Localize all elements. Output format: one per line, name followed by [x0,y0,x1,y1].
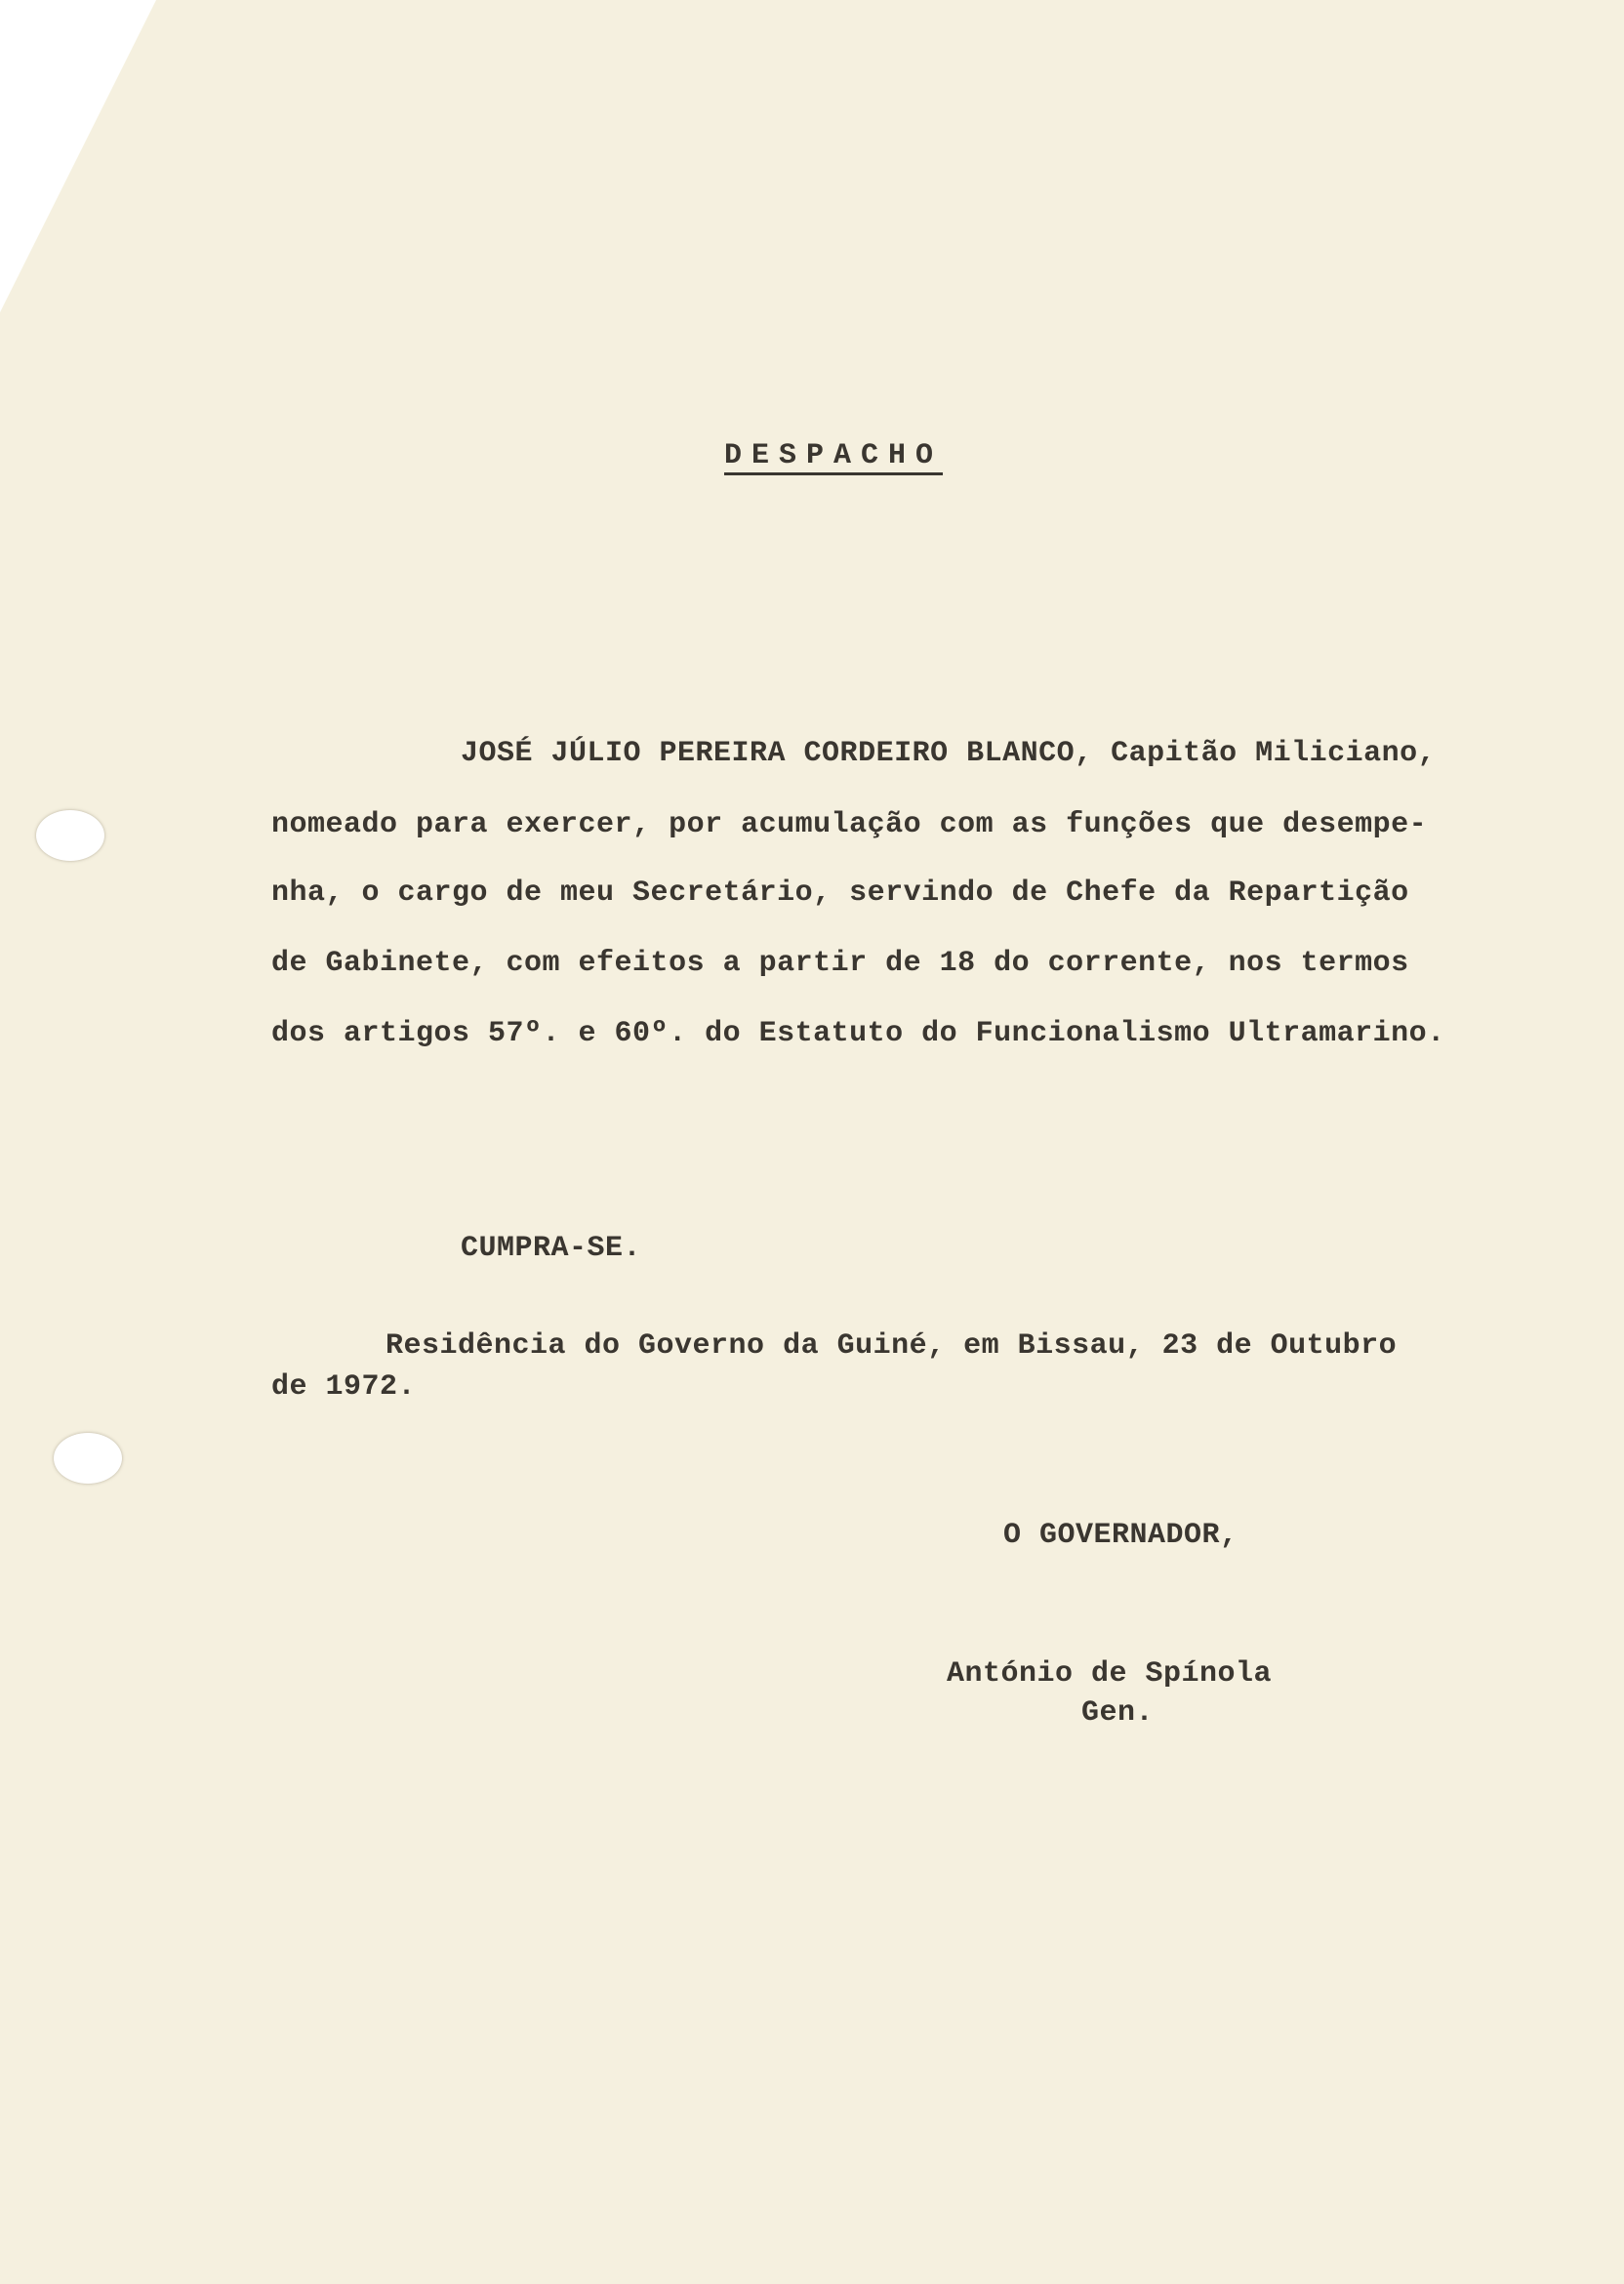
paragraph-line-5: dos artigos 57º. e 60º. do Estatuto do Funcionalismo Ultramarino. [271,1017,1445,1050]
signer-rank: Gen. [1081,1696,1155,1730]
punch-hole-top [36,810,104,861]
folded-corner [0,0,156,312]
signature-title: O GOVERNADOR, [1003,1519,1238,1552]
place-date-line-1: Residência do Governo da Guiné, em Bissau, 23 de Outubro [386,1329,1398,1363]
place-date-line-2: de 1972. [271,1370,417,1404]
punch-hole-bottom [54,1433,122,1484]
order-text: CUMPRA-SE. [461,1232,642,1265]
signer-name: António de Spínola [947,1657,1273,1691]
paragraph-line-3: nha, o cargo de meu Secretário, servindo de Chefe da Repartição [271,877,1409,910]
paragraph-line-1: JOSÉ JÚLIO PEREIRA CORDEIRO BLANCO, Capitão Miliciano, [461,737,1437,770]
document-title: DESPACHO [724,439,944,472]
paragraph-line-4: de Gabinete, com efeitos a partir de 18 do corrente, nos termos [271,947,1409,980]
paragraph-line-2: nomeado para exercer, por acumulação com as funções que desempe- [271,808,1428,841]
